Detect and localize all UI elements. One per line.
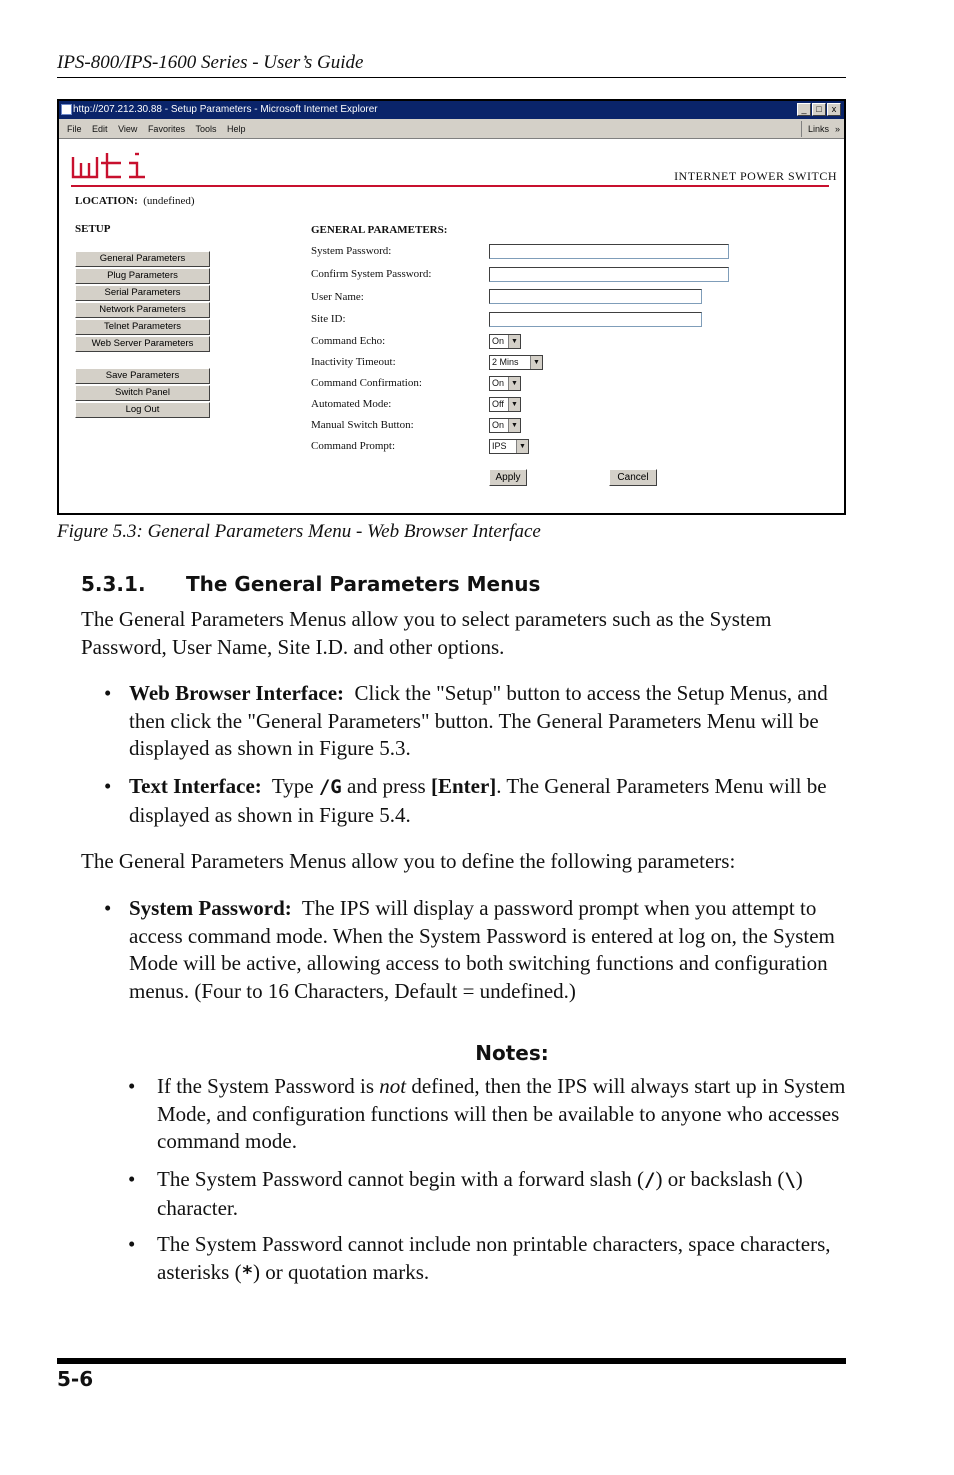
system-password-label: System Password: (311, 245, 392, 257)
command-confirmation-value: On (492, 378, 505, 388)
command-prompt-label: Command Prompt: (311, 440, 396, 452)
bullet-icon: • (104, 681, 112, 705)
location-label: LOCATION: (75, 195, 138, 207)
automated-mode-label: Automated Mode: (311, 398, 392, 410)
confirm-password-input[interactable] (489, 267, 729, 282)
note-1-emphasis: not (379, 1074, 407, 1098)
page-viewport (67, 141, 837, 511)
manual-switch-select[interactable] (489, 418, 521, 433)
running-head: IPS-800/IPS-1600 Series - User’s Guide (57, 52, 364, 73)
menu-tools[interactable]: Tools (195, 124, 217, 134)
note-2-post: ) character. (157, 1167, 803, 1220)
manual-switch-value: On (492, 420, 505, 430)
command-confirmation-label: Command Confirmation: (311, 377, 422, 389)
save-parameters-button[interactable]: Save Parameters (75, 368, 210, 384)
location-line (75, 195, 195, 207)
minimize-button[interactable]: _ (797, 103, 811, 116)
text-interface-post: . The General Parameters Menu will be displayed as shown in Figure 5.4. (129, 774, 827, 827)
links-bar[interactable] (801, 121, 840, 137)
user-name-label: User Name: (311, 291, 364, 303)
system-password-text: The IPS will display a password prompt when you attempt to access command mode. When the System Password is entered at log on, the System Mode will be active, allowing access to both switching functions and configuration menus. (Four to 16 Characters, Default = undefined.) (129, 896, 835, 1003)
dropdown-arrow-icon: ▼ (516, 440, 528, 453)
command-echo-label: Command Echo: (311, 335, 386, 347)
text-interface-mid: and press (346, 774, 426, 798)
telnet-parameters-button[interactable]: Telnet Parameters (75, 319, 210, 335)
links-label: Links (807, 124, 829, 134)
note-item (128, 1166, 848, 1222)
intro-paragraph: The General Parameters Menus allow you to select parameters such as the System Password, User Name, Site I.D. and other options. (81, 607, 772, 659)
dropdown-arrow-icon: ▼ (508, 335, 520, 348)
general-parameters-title: GENERAL PARAMETERS: (311, 224, 448, 236)
switch-panel-button[interactable]: Switch Panel (75, 385, 210, 401)
command-prompt-value: IPS (492, 441, 507, 451)
note-3-post: ) or quotation marks. (253, 1259, 430, 1284)
web-interface-text: Click the "Setup" button to access the Setup Menus, and then click the "General Parameters" button. The General Parameters Menu will be displayed as shown in Figure 5.3. (129, 681, 828, 760)
menu-edit[interactable]: Edit (92, 124, 108, 134)
user-name-input[interactable] (489, 289, 702, 304)
links-more-icon[interactable]: » (834, 124, 840, 134)
text-interface-bullet (104, 773, 849, 829)
text-interface-key: [Enter] (430, 774, 497, 798)
apply-button[interactable]: Apply (489, 469, 527, 486)
serial-parameters-button[interactable]: Serial Parameters (75, 285, 210, 301)
browser-screenshot (57, 99, 846, 515)
note-3-pre: The System Password cannot include non printable characters, space characters, asterisks ( (157, 1232, 831, 1284)
header-rule (57, 77, 846, 78)
setup-label: SETUP (75, 223, 111, 235)
define-paragraph: The General Parameters Menus allow you to define the following parameters: (81, 849, 736, 873)
close-button[interactable]: x (827, 103, 841, 116)
notes-heading-colon: : (540, 1041, 549, 1065)
plug-parameters-button[interactable]: Plug Parameters (75, 268, 210, 284)
note-2-pre: The System Password cannot begin with a forward slash ( (157, 1167, 644, 1191)
browser-menubar (59, 119, 844, 139)
text-interface-label: Text Interface: (129, 774, 262, 798)
bullet-icon: • (104, 896, 112, 920)
note-item (128, 1231, 848, 1287)
section-number: 5.3.1. (81, 572, 146, 596)
inactivity-timeout-select[interactable] (489, 355, 543, 370)
bullet-icon: • (128, 1167, 136, 1191)
automated-mode-select[interactable] (489, 397, 521, 412)
menu-help[interactable]: Help (227, 124, 246, 134)
inactivity-timeout-value: 2 Mins (492, 357, 519, 367)
network-parameters-button[interactable]: Network Parameters (75, 302, 210, 318)
system-password-term: System Password: (129, 896, 292, 920)
general-parameters-button[interactable]: General Parameters (75, 251, 210, 267)
note-2-mid: ) or backslash ( (655, 1167, 785, 1191)
note-3-asterisk: * (241, 1261, 254, 1284)
web-interface-label: Web Browser Interface: (129, 681, 345, 705)
command-echo-value: On (492, 336, 505, 346)
dropdown-arrow-icon: ▼ (530, 356, 542, 369)
site-id-input[interactable] (489, 312, 702, 327)
system-password-bullet (104, 895, 849, 1005)
title-rule (71, 185, 829, 187)
cancel-button[interactable]: Cancel (609, 469, 657, 486)
system-password-input[interactable] (489, 244, 729, 259)
bullet-icon: • (128, 1074, 136, 1098)
note-item (128, 1073, 848, 1156)
note-2-backslash: \ (784, 1169, 796, 1191)
page-number: 5-6 (57, 1367, 94, 1391)
manual-switch-label: Manual Switch Button: (311, 419, 414, 431)
section-heading (81, 572, 540, 596)
dropdown-arrow-icon: ▼ (508, 419, 520, 432)
automated-mode-value: Off (492, 399, 504, 409)
notes-heading-text: Notes (475, 1041, 541, 1065)
inactivity-timeout-label: Inactivity Timeout: (311, 356, 396, 368)
web-server-parameters-button[interactable]: Web Server Parameters (75, 336, 210, 352)
confirm-password-label: Confirm System Password: (311, 268, 432, 280)
web-interface-bullet (104, 680, 849, 763)
note-2-slash: / (644, 1169, 656, 1191)
command-confirmation-select[interactable] (489, 376, 521, 391)
notes-heading (0, 1041, 954, 1065)
dropdown-arrow-icon: ▼ (508, 377, 520, 390)
footer-rule (57, 1358, 846, 1364)
bullet-icon: • (128, 1232, 136, 1256)
maximize-button[interactable]: □ (812, 103, 826, 116)
location-value: (undefined) (143, 195, 195, 207)
dropdown-arrow-icon: ▼ (508, 398, 520, 411)
product-title: INTERNET POWER SWITCH (674, 169, 837, 183)
command-echo-select[interactable] (489, 334, 521, 349)
note-1-pre: If the System Password is (157, 1074, 374, 1098)
wti-logo (71, 151, 153, 185)
menu-view[interactable]: View (118, 124, 138, 134)
browser-titlebar (59, 101, 844, 119)
browser-title: http://207.212.30.88 - Setup Parameters - Microsoft Internet Explorer (73, 104, 378, 115)
text-interface-pre: Type (271, 774, 314, 798)
bullet-icon: • (104, 774, 112, 798)
site-id-label: Site ID: (311, 313, 346, 325)
command-prompt-select[interactable] (489, 439, 529, 454)
log-out-button[interactable]: Log Out (75, 402, 210, 418)
section-title: The General Parameters Menus (186, 572, 541, 596)
menu-file[interactable]: File (67, 124, 82, 134)
text-interface-command: /G (318, 776, 342, 798)
menu-favorites[interactable]: Favorites (147, 124, 185, 134)
ie-icon (61, 104, 72, 115)
note-1-post: defined, then the IPS will always start up in System Mode, and configuration functions will then be available to anyone who accesses command mode. (157, 1074, 846, 1153)
figure-caption: Figure 5.3: General Parameters Menu - Web Browser Interface (57, 521, 541, 542)
